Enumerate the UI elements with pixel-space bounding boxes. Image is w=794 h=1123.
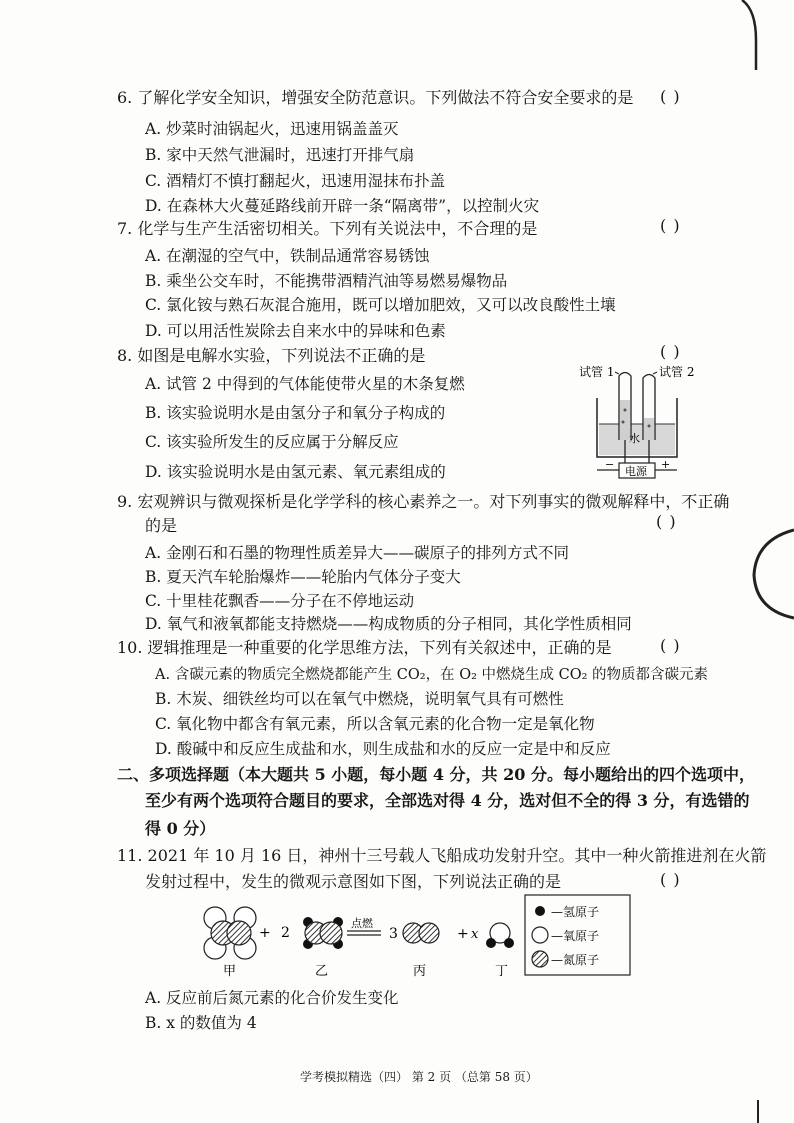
q8-option-a: A. 试管 2 中得到的气体能使带火星的木条复燃 — [145, 375, 465, 393]
q10-option-c: C. 氧化物中都含有氧元素，所以含氧元素的化合物一定是氧化物 — [155, 715, 595, 733]
q9-stem: 9. 宏观辨识与微观探析是化学学科的核心素养之一。对下列事实的微观解释中，不正确 — [117, 492, 730, 511]
q6-stem: 6. 了解化学安全知识，增强安全防范意识。下列做法不符合安全要求的是 — [117, 88, 634, 107]
plus-sign: + — [661, 458, 671, 471]
molecule-ding — [486, 923, 514, 948]
label-jia: 甲 — [223, 964, 237, 979]
q7-option-c: C. 氯化铵与熟石灰混合施用，既可以增加肥效，又可以改良酸性土壤 — [145, 296, 616, 314]
q8-answer-bracket: ( ) — [660, 342, 681, 361]
q8-option-b: B. 该实验说明水是由氢分子和氧分子构成的 — [145, 404, 446, 422]
q10-option-b: B. 木炭、细铁丝均可以在氧气中燃烧，说明氧气具有可燃性 — [155, 690, 564, 708]
q10-option-a: A. 含碳元素的物质完全燃烧都能产生 CO₂，在 O₂ 中燃烧生成 CO₂ 的物质都含碳元素 — [155, 667, 709, 683]
label-yi: 乙 — [315, 964, 329, 979]
section2-heading-line1: 二、多项选择题（本大题共 5 小题，每小题 4 分，共 20 分。每小题给出的四个选项中， — [117, 765, 755, 784]
q11-answer-bracket: ( ) — [660, 870, 681, 889]
reaction-condition: 点燃 — [351, 917, 373, 930]
coefficient-x: x — [471, 927, 479, 942]
plus-sign-2: + — [457, 926, 469, 942]
section2-heading-line3: 得 0 分） — [145, 819, 216, 838]
tube1-label: 试管 1 — [579, 365, 615, 379]
legend-nitrogen: —氮原子 — [551, 953, 600, 967]
page-footer: 学考模拟精选（四） 第 2 页 （总第 58 页） — [300, 1070, 538, 1084]
q9-option-d: D. 氧气和液氧都能支持燃烧——构成物质的分子相同，其化学性质相同 — [145, 615, 632, 633]
scan-edge-marks — [720, 0, 794, 1123]
q8-option-c: C. 该实验所发生的反应属于分解反应 — [145, 433, 399, 451]
q8-stem: 8. 如图是电解水实验，下列说法不正确的是 — [117, 346, 426, 365]
q11-option-a: A. 反应前后氮元素的化合价发生变化 — [145, 989, 399, 1007]
coefficient-2: 2 — [281, 925, 290, 941]
q11-option-b: B. x 的数值为 4 — [145, 1014, 257, 1032]
q10-option-d: D. 酸碱中和反应生成盐和水，则生成盐和水的反应一定是中和反应 — [155, 740, 611, 758]
tube2-label: 试管 2 — [659, 365, 695, 379]
molecule-yi — [303, 917, 343, 949]
electrolysis-diagram — [575, 360, 695, 480]
q11-stem: 11. 2021 年 10 月 16 日，神州十三号载人飞船成功发射升空。其中一种火箭推进剂在火箭 — [117, 846, 767, 865]
q6-option-b: B. 家中天然气泄漏时，迅速打开排气扇 — [145, 146, 415, 164]
q7-answer-bracket: ( ) — [660, 216, 681, 235]
q10-answer-bracket: ( ) — [660, 636, 681, 655]
reaction-microscopic-diagram — [195, 893, 640, 985]
q9-option-a: A. 金刚石和石墨的物理性质差异大——碳原子的排列方式不同 — [145, 544, 570, 562]
molecule-jia — [204, 907, 256, 959]
q9-option-b: B. 夏天汽车轮胎爆炸——轮胎内气体分子变大 — [145, 568, 461, 586]
water-label: 水 — [629, 432, 640, 445]
q7-option-d: D. 可以用活性炭除去自来水中的异味和色素 — [145, 322, 446, 340]
molecule-bing — [403, 923, 439, 943]
q6-option-a: A. 炒菜时油锅起火，迅速用锅盖盖灭 — [145, 120, 399, 138]
minus-sign: − — [605, 458, 615, 471]
legend-oxygen: —氧原子 — [551, 929, 600, 943]
q9-option-c: C. 十里桂花飘香——分子在不停地运动 — [145, 592, 415, 610]
q9-stem-cont: 的是 — [145, 516, 178, 535]
label-bing: 丙 — [413, 964, 427, 979]
power-supply-label: 电源 — [625, 465, 647, 478]
q7-stem: 7. 化学与生产生活密切相关。下列有关说法中，不合理的是 — [117, 219, 538, 238]
coefficient-3: 3 — [389, 926, 398, 942]
q7-option-a: A. 在潮湿的空气中，铁制品通常容易锈蚀 — [145, 247, 430, 265]
q9-answer-bracket: ( ) — [656, 512, 677, 531]
q10-stem: 10. 逻辑推理是一种重要的化学思维方法，下列有关叙述中，正确的是 — [117, 638, 612, 657]
q7-option-b: B. 乘坐公交车时，不能携带酒精汽油等易燃易爆物品 — [145, 272, 508, 290]
q6-option-d: D. 在森林大火蔓延路线前开辟一条“隔离带”，以控制火灾 — [145, 197, 540, 215]
q6-answer-bracket: ( ) — [660, 87, 681, 106]
plus-sign-1: + — [259, 925, 271, 941]
section2-heading-line2: 至少有两个选项符合题目的要求，全部选对得 4 分，选对但不全的得 3 分，有选错的 — [145, 791, 750, 810]
label-ding: 丁 — [495, 964, 509, 979]
q8-option-d: D. 该实验说明水是由氢元素、氧元素组成的 — [145, 463, 446, 481]
q6-option-c: C. 酒精灯不慎打翻起火，迅速用湿抹布扑盖 — [145, 172, 446, 190]
legend-hydrogen: —氢原子 — [551, 905, 600, 919]
atom-legend — [525, 895, 630, 975]
q11-stem-cont: 发射过程中，发生的微观示意图如下图，下列说法正确的是 — [145, 872, 562, 891]
